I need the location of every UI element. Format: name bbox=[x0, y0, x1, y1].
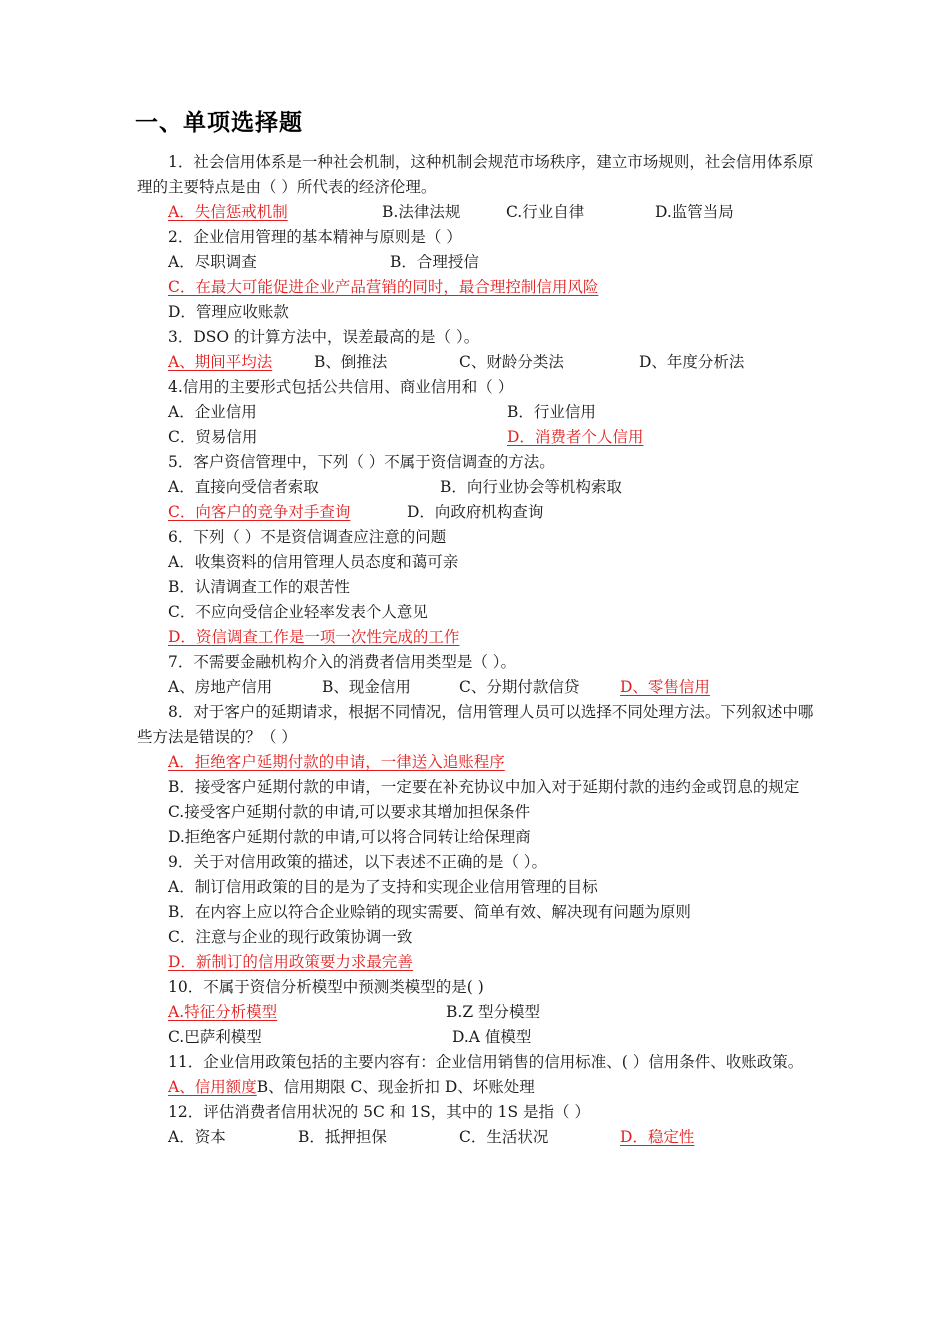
question-4-option-b: B．行业信用 bbox=[507, 403, 596, 421]
question-1-stem-line-1: 1．社会信用体系是一种社会机制，这种机制会规范市场秩序，建立市场规则，社会信用体系原 bbox=[168, 153, 814, 171]
question-8-option-c: C.接受客户延期付款的申请,可以要求其增加担保条件 bbox=[168, 803, 531, 821]
question-9-option-b: B．在内容上应以符合企业赊销的现实需要、简单有效、解决现有问题为原则 bbox=[168, 903, 691, 921]
question-6-stem: 6．下列（ ）不是资信调查应注意的问题 bbox=[168, 528, 447, 546]
question-4-stem: 4.信用的主要形式包括公共信用、商业信用和（ ） bbox=[168, 378, 514, 396]
question-2-option-a: A．尽职调查 bbox=[168, 253, 257, 271]
question-1-option-d: D.监管当局 bbox=[655, 203, 734, 221]
question-1-option-c: C.行业自律 bbox=[506, 203, 585, 221]
question-3-stem: 3．DSO 的计算方法中，误差最高的是（ ）。 bbox=[168, 328, 480, 346]
question-4-option-a: A．企业信用 bbox=[168, 403, 257, 421]
question-4-option-c: C．贸易信用 bbox=[168, 428, 258, 446]
question-5-option-b: B．向行业协会等机构索取 bbox=[440, 478, 622, 496]
question-5-stem: 5．客户资信管理中，下列（ ）不属于资信调查的方法。 bbox=[168, 453, 555, 471]
question-12-option-d: D．稳定性 bbox=[620, 1128, 695, 1146]
question-7-option-b: B、现金信用 bbox=[322, 678, 411, 696]
question-2-option-d: D．管理应收账款 bbox=[168, 303, 289, 321]
question-11-option-c: C、现金折扣 bbox=[350, 1078, 440, 1096]
question-12-option-c: C．生活状况 bbox=[459, 1128, 549, 1146]
question-7-option-a: A、房地产信用 bbox=[168, 678, 273, 696]
question-8-option-a: A．拒绝客户延期付款的申请，一律送入追账程序 bbox=[168, 753, 505, 771]
question-3-option-a: A、期间平均法 bbox=[168, 353, 273, 371]
question-11-option-d: D、坏账处理 bbox=[444, 1078, 535, 1096]
question-12-option-b: B．抵押担保 bbox=[298, 1128, 387, 1146]
question-10-option-b: B.Z 型分模型 bbox=[446, 1003, 541, 1021]
question-5-option-c: C．向客户的竞争对手查询 bbox=[168, 503, 351, 521]
question-2-stem: 2．企业信用管理的基本精神与原则是（ ） bbox=[168, 228, 462, 246]
question-8-stem-line-1: 8．对于客户的延期请求，根据不同情况，信用管理人员可以选择不同处理方法。下列叙述中哪 bbox=[168, 703, 814, 721]
question-5-option-d: D．向政府机构查询 bbox=[407, 503, 544, 521]
question-11-option-b: B、信用期限 bbox=[256, 1078, 346, 1096]
question-5-option-a: A．直接向受信者索取 bbox=[168, 478, 319, 496]
question-7-stem: 7．不需要金融机构介入的消费者信用类型是（ ）。 bbox=[168, 653, 517, 671]
question-10-option-c: C.巴萨利模型 bbox=[168, 1028, 262, 1046]
question-4-option-d: D．消费者个人信用 bbox=[507, 428, 644, 446]
question-7-option-c: C、分期付款信贷 bbox=[459, 678, 580, 696]
section-title: 一、单项选择题 bbox=[135, 110, 303, 136]
question-8-stem-line-2: 些方法是错误的？（ ） bbox=[137, 728, 297, 746]
question-12-stem: 12．评估消费者信用状况的 5C 和 1S，其中的 1S 是指（ ） bbox=[168, 1103, 590, 1121]
question-1-option-a: A．失信惩戒机制 bbox=[168, 203, 288, 221]
question-6-option-d: D．资信调查工作是一项一次性完成的工作 bbox=[168, 628, 460, 646]
question-10-stem: 10．不属于资信分析模型中预测类模型的是( ) bbox=[168, 978, 484, 996]
question-6-option-c: C．不应向受信企业轻率发表个人意见 bbox=[168, 603, 428, 621]
question-3-option-d: D、年度分析法 bbox=[639, 353, 745, 371]
question-11-options-row bbox=[168, 1075, 535, 1100]
question-9-option-c: C．注意与企业的现行政策协调一致 bbox=[168, 928, 413, 946]
question-1-stem-line-2: 理的主要特点是由（ ）所代表的经济伦理。 bbox=[137, 178, 437, 196]
question-3-option-c: C、财龄分类法 bbox=[459, 353, 564, 371]
question-9-option-d: D．新制订的信用政策要力求最完善 bbox=[168, 953, 413, 971]
question-6-option-b: B．认清调查工作的艰苦性 bbox=[168, 578, 350, 596]
question-3-option-b: B、倒推法 bbox=[314, 353, 388, 371]
question-9-option-a: A．制订信用政策的目的是为了支持和实现企业信用管理的目标 bbox=[168, 878, 598, 896]
question-8-option-d: D.拒绝客户延期付款的申请,可以将合同转让给保理商 bbox=[168, 828, 531, 846]
question-7-option-d: D、零售信用 bbox=[620, 678, 710, 696]
question-6-option-a: A．收集资料的信用管理人员态度和蔼可亲 bbox=[168, 553, 459, 571]
question-11-stem: 11．企业信用政策包括的主要内容有：企业信用销售的信用标准、( ）信用条件、收账政策。 bbox=[168, 1053, 804, 1071]
question-2-option-b: B．合理授信 bbox=[390, 253, 479, 271]
question-11-option-a: A、信用额度 bbox=[168, 1078, 257, 1096]
question-10-option-a: A.特征分析模型 bbox=[168, 1003, 278, 1021]
question-12-option-a: A．资本 bbox=[168, 1128, 226, 1146]
question-10-option-d: D.A 值模型 bbox=[452, 1028, 532, 1046]
question-8-option-b: B．接受客户延期付款的申请，一定要在补充协议中加入对于延期付款的违约金或罚息的规定 bbox=[168, 778, 800, 796]
question-9-stem: 9．关于对信用政策的描述，以下表述不正确的是（ ）。 bbox=[168, 853, 548, 871]
question-2-option-c: C．在最大可能促进企业产品营销的同时，最合理控制信用风险 bbox=[168, 278, 599, 296]
question-1-option-b: B.法律法规 bbox=[382, 203, 461, 221]
